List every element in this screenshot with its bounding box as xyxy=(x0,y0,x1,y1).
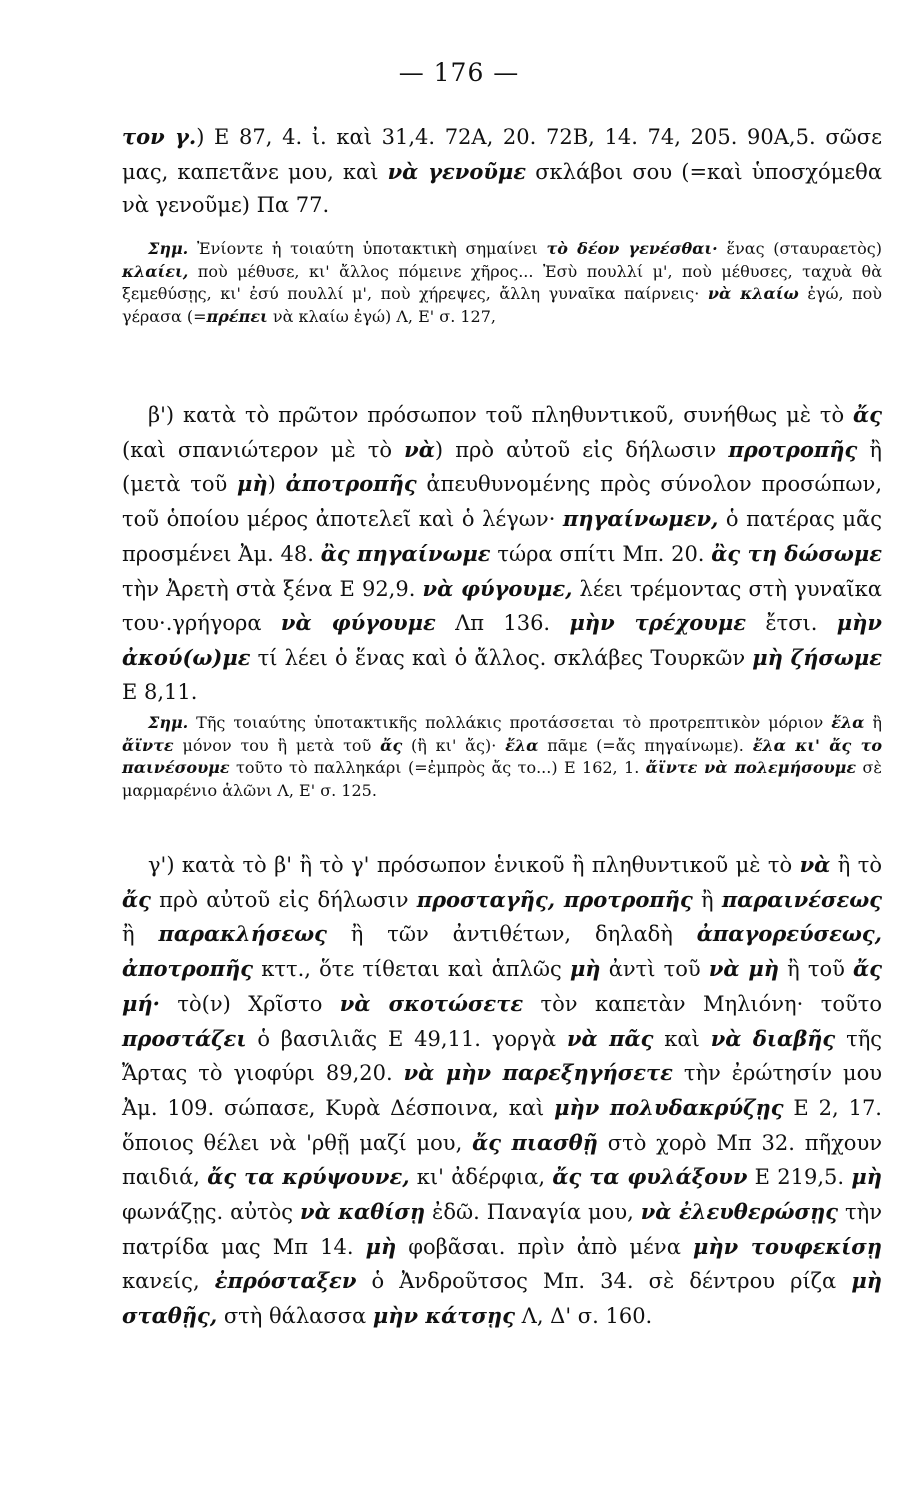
paragraph-2: β') κατὰ τὸ πρῶτον πρόσωπον τοῦ πληθυντικοῦ, συνήθως μὲ τὸ ἄς (καὶ σπανιώτερον μὲ τὸ νὰ) πρὸ αὐτοῦ εἰς δήλωσιν προτροπῆς ἢ (μετὰ τοῦ μὴ) ἀποτροπῆς ἀπευθυνομένης πρὸς σύνολον προσώπων, τοῦ ὁποίου μέρος ἀποτελεῖ καὶ ὁ λέγων· πηγαίνωμεν, ὁ πατέρας μᾶς προσμένει Ἀμ. 48. ἂς πηγαίνωμε τώρα σπίτι Μπ. 20. ἂς τη δώσωμε τὴν Ἀρετὴ στὰ ξένα Ε 92,9. νὰ φύγουμε, λέει τρέμοντας στὴ γυναῖκα του·.γρήγορα νὰ φύγουμε Λπ 136. μὴν τρέχουμε ἔτσι. μὴν ἀκού(ω)με τί λέει ὁ ἕνας καὶ ὁ ἄλλος. σκλάβες Τουρκῶν μὴ ζήσωμε Ε 8,11. xyxy=(122,402,883,704)
paragraph-3: γ') κατὰ τὸ β' ἢ τὸ γ' πρόσωπον ἑνικοῦ ἢ πληθυντικοῦ μὲ τὸ νὰ ἢ τὸ ἄς πρὸ αὐτοῦ εἰς δήλωσιν προσταγῆς, προτροπῆς ἢ παραινέσεως ἢ παρακλήσεως ἢ τῶν ἀντιθέτων, δηλαδὴ ἀπαγορεύσεως, ἀποτροπῆς κττ., ὅτε τίθεται καὶ ἁπλῶς μὴ ἀντὶ τοῦ νὰ μὴ ἢ τοῦ ἄς μή· τὸ(ν) Χρῖστο νὰ σκοτώσετε τὸν καπετὰν Μηλιόνη· τοῦτο προστάζει ὁ βασιλιᾶς Ε 49,11. γοργὰ νὰ πᾶς καὶ νὰ διαβῆς τῆς Ἄρτας τὸ γιοφύρι 89,20. νὰ μὴν παρεξηγήσετε τὴν ἐρώτησίν μου Ἀμ. 109. σώπασε, Κυρὰ Δέσποινα, καὶ μὴν πολυδακρύζῃς Ε 2, 17. ὅποιος θέλει νὰ 'ρθῇ μαζί μου, ἄς πιασθῇ στὸ χορὸ Μπ 32. πῆχουν παιδιά, ἄς τα κρύψουνε, κι' ἀδέρφια, ἄς τα φυλάξουν Ε 219,5. μὴ φωνάζῃς. αὐτὸς νὰ καθίσῃ ἐδῶ. Παναγία μου, νὰ ἐλευθερώσῃς τὴν πατρίδα μας Μπ 14. μὴ φοβᾶσαι. πρὶν ἀπὸ μένα μὴν τουφεκίσῃ κανείς, ἐπρόσταξεν ὁ Ἀνδροῦτσος Μπ. 34. σὲ δέντρου ρίζα μὴ σταθῇς, στὴ θάλασσα μὴν κάτσῃς Λ, Δ' σ. 160. xyxy=(122,852,883,1329)
note-2: Σημ. Τῆς τοιαύτης ὑποτακτικῆς πολλάκις προτάσσεται τὸ προτρεπτικὸν μόριον ἔλα ἢ ἄϊντε μόνον του ἢ μετὰ τοῦ ἄς (ἢ κι' ἄς)· ἔλα πᾶμε (=ἄς πηγαίνωμε). ἔλα κι' ἄς το παινέσουμε τοῦτο τὸ παλληκάρι (=ἐμπρὸς ἄς το...) Ε 162, 1. ἄϊντε νὰ πολεμήσουμε σὲ μαρμαρένιο ἁλῶνι Λ, Ε' σ. 125. xyxy=(122,713,883,800)
page-number: — 176 — xyxy=(398,58,520,87)
note-1: Σημ. Ἐνίοντε ἡ τοιαύτη ὑποτακτικὴ σημαίνει τὸ δέον γενέσθαι· ἕνας (σταυραετὸς) κλαίει, ποὺ μέθυσε, κι' ἄλλος πόμεινε χῆρος... Ἐσὺ πουλλί μ', ποὺ μέθυσες, ταχυὰ θὰ ξεμεθύσῃς, κι' ἐσύ πουλλί μ', ποὺ χήρεψες, ἄλλη γυναῖκα παίρνεις· νὰ κλαίω ἐγώ, ποὺ γέρασα (=πρέπει νὰ κλαίω ἐγώ) Λ, Ε' σ. 127, xyxy=(122,239,883,326)
paragraph-1: τον γ.) Ε 87, 4. ἰ. καὶ 31,4. 72Α, 20. 72Β, 14. 74, 205. 90Α,5. σῶσε μας, καπετᾶνε μου, καὶ νὰ γενοῦμε σκλάβοι σου (=καὶ ὑποσχόμεθα νὰ γενοῦμε) Πα 77. xyxy=(122,124,883,218)
